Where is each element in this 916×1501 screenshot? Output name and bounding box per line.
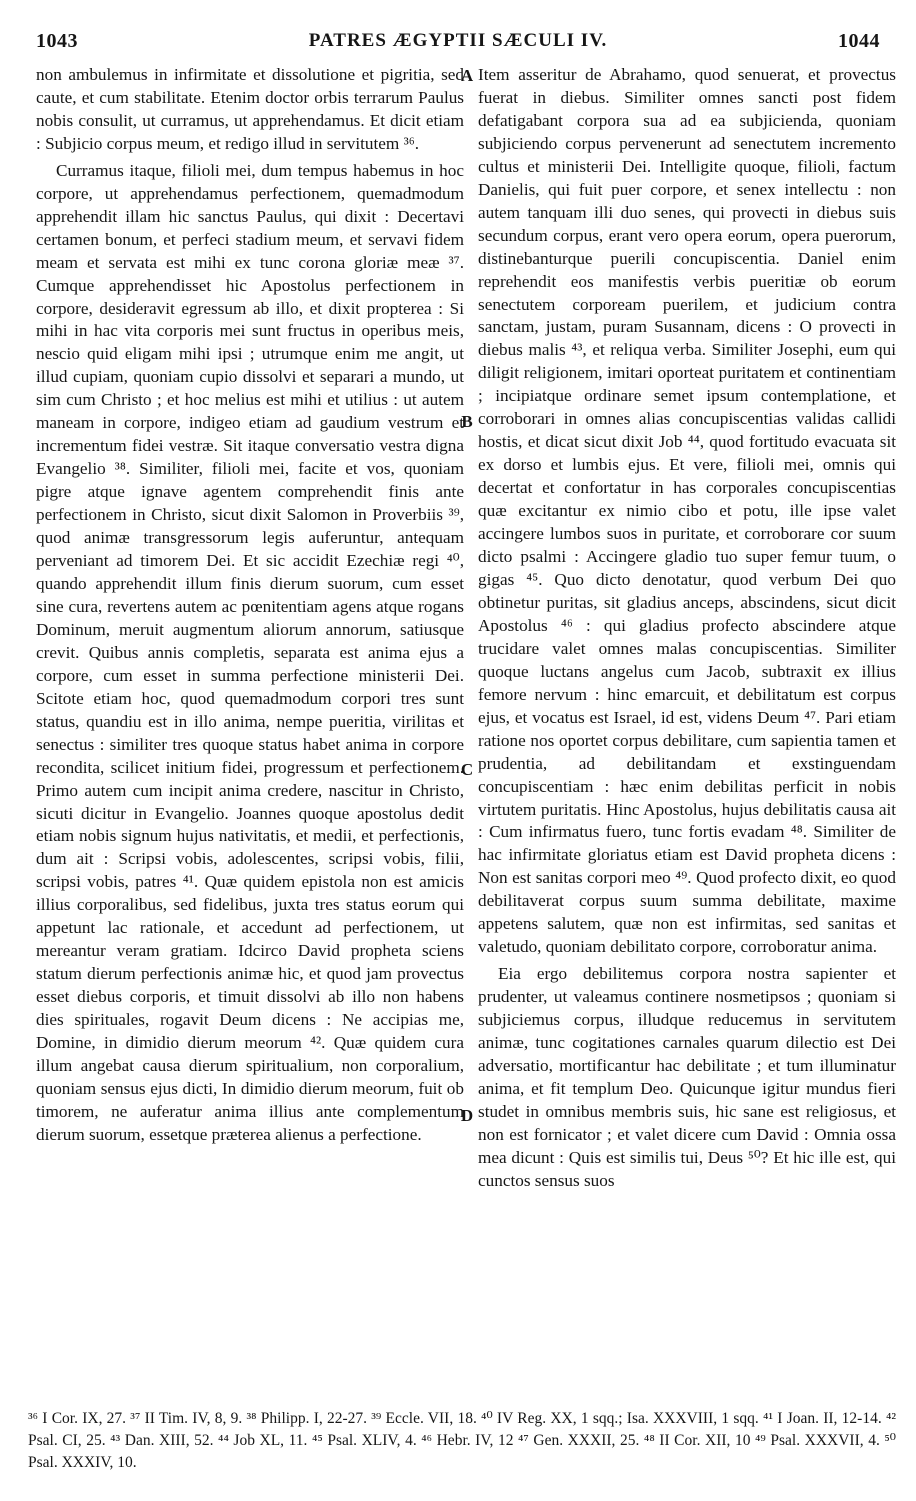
left-paragraph-1: non ambulemus in infirmitate et dissolutione et pigritia, sed caute, et cum stabilitate. Etenim doctor orbis terrarum Paulus nobis consulit, ut curramus, ut apprehendamus. Et dicit etiam : Subjicio corpus meum, et redigo illud in servitutem ³⁶. [36, 65, 464, 153]
left-paragraph-2: Curramus itaque, filioli mei, dum tempus habemus in hoc corpore, ut apprehendamus perfectionem, quemadmodum apprehendit illam hic sanctus Paulus, qui dixit : Decertavi certamen bonum, et perfeci stadium meum, et servavi fidem meam et servata est mihi ex tunc corona gloriæ meæ ³⁷. Cumque apprehendisset hic Apostolus perfectionem in corpore, desideravit egressum ab illo, et dixit propterea : Si mihi in hac vita corporis mei sunt fructus in operibus meis, nescio quid eligam mihi ipsi ; utrumque enim me angit, ut illud cupiam, quoniam cupio dissolvi et separari a mundo, ut sim cum Christo ; et hoc melius est mihi et utilius : ut autem maneam in corpore, indigeo etiam ad gaudium vestrum et incrementum fidei vestræ. Sit itaque conversatio vestra digna Evangelio ³⁸. Similiter, filioli mei, facite et vos, quoniam pigre atque ignave agentem comprehendit finis ante perfectionem in Christo, sicut dixit Salomon in Proverbiis ³⁹, quod animæ transgressorum legis auferuntur, antequam perveniant ad timorem Dei. Et sic accidit Ezechiæ regi ⁴⁰, quando apprehendit illum finis dierum suorum, cum esset sine cura, revertens autem ac pœnitentiam agens atque rogans Dominum, meruit augmentum aliorum annorum, satiusque crevit. Quibus annis completis, separata est anima ejus a corpore, cum esset in summa perfectione ministerii Dei. Scitote etiam hoc, quod quemadmodum corpori tres sunt status, quandiu est in illo anima, nempe pueritia, virilitas et senectus : similiter tres quoque status habet anima in corpore recondita, scilicet initium fidei, progressum et perfectionem. Primo autem cum incipit anima credere, nascitur in Christo, sicuti dicitur in Evangelio. Joannes quoque apostolus dedit etiam nobis signum hujus nativitatis, et medii, et perfectionis, dum ait : Scripsi vobis, adolescentes, scripsi vobis, filii, scripsi vobis, patres ⁴¹. Quæ quidem epistola non est amicis illius corporalibus, sed fidelibus, juxta tres status eorum qui appetunt lac rationale, et accedunt ad perfectionem, ut mereantur veram gratiam. Idcirco David propheta sciens statum dierum perfectionis animæ hic, et quod jam provectus esset diebus corporis, et timuit dissolvi ab illo non habens dies spirituales, rogavit Deum dicens : Ne accipias me, Domine, in dimidio dierum meorum ⁴². Quæ quidem cura illum angebat causa dierum spiritualium, non corporalium, quoniam sensus ejus dicti, In dimidio dierum meorum, fuit ob timorem, ne auferatur anima illius ante complementum dierum suorum, essetque præterea alienus a perfectione. [36, 160, 464, 1144]
right-column [478, 64, 896, 1193]
running-title: PATRES ÆGYPTII SÆCULI IV. [308, 30, 608, 51]
page-number-right: 1044 [838, 30, 880, 52]
margin-letter-b: B [461, 412, 473, 431]
margin-letter-a: A [460, 66, 474, 85]
margin-letter-d: D [460, 1106, 474, 1125]
right-paragraph-1: Item asseritur de Abrahamo, quod senuerat, et provectus fuerat in diebus. Similiter omnes sancti post fidem defatigabant corpora sua ad ea subjicienda, quoniam subjiciendo corpus pervenerunt ad senectutem incremento cultus et ministerii Dei. Intelligite quoque, filioli, factum Danielis, qui fuit puer corpore, et senex intellectu : non autem tanquam illi duo senes, qui provecti in diebus suis secundum corpus, erant vero opera eorum, opera puerorum, distinebanturque puerili concupiscentia. Daniel enim reprehendit eos manifestis verbis pueritiæ ob eorum senectutem corpoream puerilem, et judicium contra sanctam, justam, puram Susannam, dicens : O provecti in diebus malis ⁴³, et reliqua verba. Similiter Josephi, eum qui diligit religionem, imitari oporteat puritatem et continentiam ; incipiatque ordinare semet ipsum contemplatione, et corroborari in omnes alias concupiscentias validas callidi hostis, et dicat sicut dixit Job ⁴⁴, quod fortitudo evacuata sit ex dorso et lumbis ejus. Et vere, filioli mei, omnis qui decertat et confortatur in has corporales concupiscentias quæ excitantur ex nimio cibo et potu, ille ipse valet accingere lumbos suos in puritate, et corroborare cor suum dicto psalmi : Accingere gladio tuo super femur tuum, o gigas ⁴⁵. Quo dicto denotatur, quod verbum Dei quo obtinetur puritas, sit gladius anceps, abscindens, sicut dicit Apostolus ⁴⁶ : qui gladius profecto abscindere atque trucidare valet omnes malas concupiscentias. Similiter quoque luctans angelus cum Jacob, subtraxit ex illius femore nervum : hinc emarcuit, et debilitatum est corpus ejus, et vocatus est Israel, id est, videns Deum ⁴⁷. Pari etiam ratione nos oportet corpus debilitare, cum sapientia tamen et prudentia, ad debilitandam et exstinguendam concupiscentiam : hæc enim debilitas perficit in nobis virtutem puritatis. Hinc Apostolus, hujus debilitatis causa ait : Cum infirmatus fuero, tunc fortis evadam ⁴⁸. Similiter de hac infirmitate gloriatus etiam est David propheta dicens : Non est sanitas corpori meo ⁴⁹. Quod profecto dixit, eo quod debilitaverat corpus suum summa debilitate, maxime appetens salutem, quæ non est infirmitas, sed sanitas et valetudo, quoniam debilitato corpore, corroboratur anima. [478, 65, 896, 957]
footnote-text: ³⁶ I Cor. IX, 27. ³⁷ II Tim. IV, 8, 9. ³⁸ Philipp. I, 22-27. ³⁹ Eccle. VII, 18. ⁴⁰ IV Reg. XX, 1 sqq.; Isa. XXXVIII, 1 sqq. ⁴¹ I Joan. II, 12-14. ⁴² Psal. CI, 25. ⁴³ Dan. XIII, 52. ⁴⁴ Job XL, 11. ⁴⁵ Psal. XLIV, 4. ⁴⁶ Hebr. IV, 12 ⁴⁷ Gen. XXXII, 25. ⁴⁸ II Cor. XII, 10 ⁴⁹ Psal. XXXVII, 4. ⁵⁰ Psal. XXXIV, 10. [28, 1410, 896, 1471]
right-paragraph-2: Eia ergo debilitemus corpora nostra sapienter et prudenter, ut valeamus continere nosmetipsos ; quoniam si subjiciemus corpus, illudque reducemus in servitutem animæ, tunc cogitationes carnales quarum dilectio est Dei adversatio, mortificantur hac debilitate ; et tum illuminatur anima, et fit templum Deo. Quicunque igitur mundus fieri studet in omnibus membris suis, hic sane est religiosus, et non est fornicator ; et valet dicere cum David : Omnia ossa mea dicunt : Quis est similis tui, Deus ⁵⁰? Et hic ille est, qui cunctos sensus suos [478, 964, 896, 1190]
margin-letter-c: C [460, 760, 474, 779]
page-header [28, 30, 888, 60]
page-number-left: 1043 [36, 30, 78, 52]
footnotes [28, 1408, 896, 1474]
left-column [36, 64, 464, 1147]
